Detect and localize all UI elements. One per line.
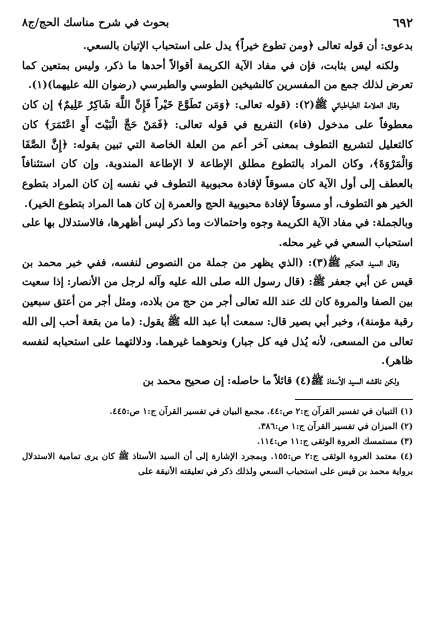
footnote: (٣) مستمسك العروة الوثقى ج:١١ ص:١١٤. [257,437,413,448]
paragraph: وقال العلامة الطباطبائي ﷺ(٢): (قوله تعالى: ﴿وَمَن تَطَوَّعَ خَيْراً فَإِنَّ اللَّهَ شَاكِرٌ عَلِيمٌ﴾ إن كان معطوفاً على مدخول (فاء) التفريع في قوله تعالى: ﴿فَمَنْ حَجَّ الْبَيْتَ أَوِ اعْتَمَرَ﴾ كان كالتعليل لتشريع التطوف بمعنى آخر أعم من العلة الخاصة التي تبين بقوله: ﴿إِنَّ الصَّفَا وَالْمَرْوَةَ﴾، وكان المراد بالتطوع مطلق الإطاعة لا الإطاعة المندوبة. وإن كان استئنافاً بالعطف إلى أول الآية كان مسوقاً لإفادة محبوبية التطوف في نفسه إن كان المراد بتطوع الخير هو التطوف، أو مسوقاً لإفادة محبوبية الحج والعمرة إن كان هما المراد بتطوع الخير). [22,99,413,210]
footnote: (٤) معتمد العروة الوثقى ج:٢ ص:١٥٥. وبمجرد الإشارة إلى أن السيد الأستاذ ﷺ كان يرى تمامية الاستدلال برواية محمد بن قيس على استحباب السعي ولذلك ذكر في تعليقته الأنيقة على [22,452,413,478]
footnotes [22,405,413,481]
paragraph: بدعوى: أن قوله تعالى ﴿ومن تطوع خيراً﴾ يدل على استحباب الإتيان بالسعي. [82,40,413,52]
paragraph: ولكن ناقشه السيد الأستاذ ﷺ(٤) قائلاً ما حاصله: إن صحيح محمد بن [142,374,399,387]
page-number: ٦٩٢ [392,14,413,30]
paragraph: وقال السيد الحكيم ﷺ(٣): (الذي يظهر من جملة من النصوص لنفسه، ففي خبر محمد بن قيس عن أبي جعفر ﷺ: (قال رسول الله صلى الله عليه وآله لرجل من الأنصار: إذا سعيت بين الصفا والمروة كان لك عند الله تعالى أجر من حج من بلاده، ومثل أجر من أعتق سبعين رقبة مؤمنة)، وخبر أبي بصير قال: سمعت أبا عبد الله ﷺ يقول: (ما من بقعة أحب إلى الله تعالى من المسعى، لأنه يُذل فيه كل جبار) ونحوهما غيرهما. ودلالتهما على استحبابه لنفسه ظاهر). [22,256,413,368]
paragraph: وبالجملة: في مفاد الآية الكريمة وجوه واحتمالات وما ذكر ليس أظهرها، فالاستدلال بها على استحباب السعي في غير محله. [22,217,413,250]
page-header [22,14,413,30]
main-text [22,37,413,392]
running-title: بحوث في شرح مناسك الحج/ج٨ [22,15,170,29]
paragraph: ولكنه ليس بثابت، فإن في مفاد الآية الكريمة أقوالاً أحدها ما ذكر، وليس بمتعين كما تعرض لذلك جمع من المفسرين كالشيخين الطوسي والطبرسي (رضوان الله عليهما)(١). [22,59,413,92]
footnote-divider [295,399,413,400]
footnote: (١) التبيان في تفسير القرآن ج:٢ ص:٤٤. مجمع البيان في تفسير القرآن ج:١ ص:٤٤٥. [109,406,413,417]
footnote: (٢) الميزان في تفسير القرآن ج:١ ص:٣٨٦. [257,421,413,432]
